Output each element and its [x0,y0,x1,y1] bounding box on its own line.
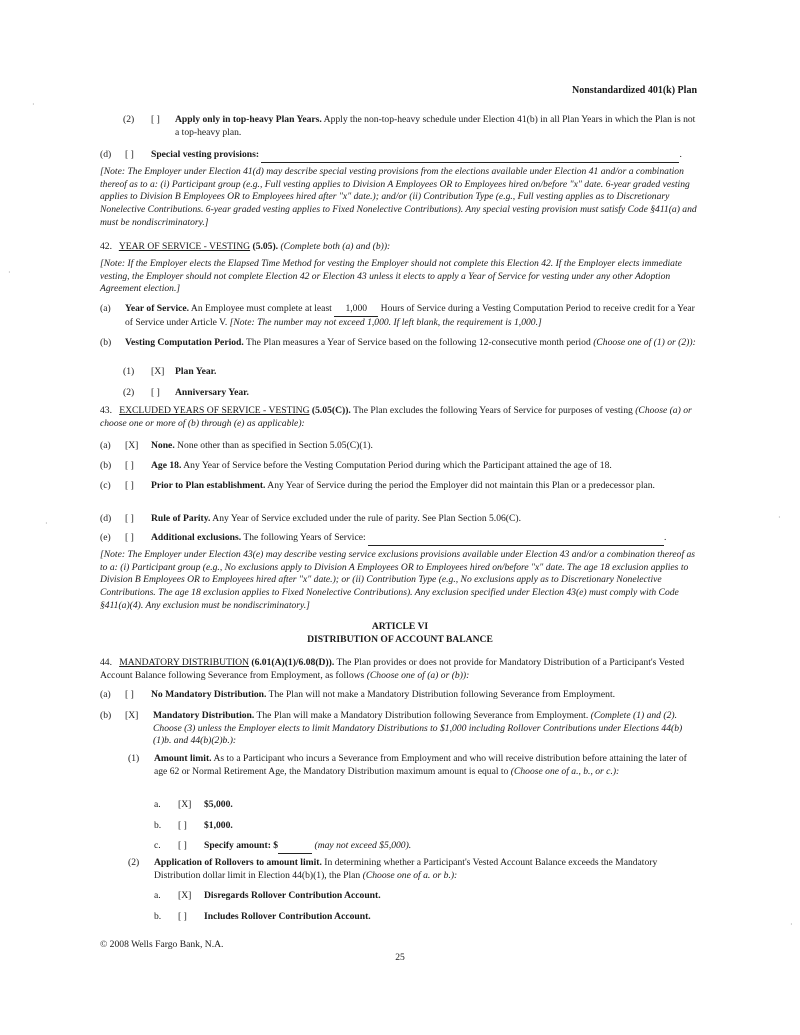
election-42b-option-2: (2) [ ] Anniversary Year. [123,387,249,398]
checkbox[interactable]: [ ] [125,532,134,543]
checkbox[interactable]: [ ] [125,149,134,160]
election-44b-1-option-b: b. [ ] $1,000. [154,820,233,831]
checkbox[interactable]: [ ] [151,114,160,125]
election-41d: (d) [ ] Special vesting provisions: . [100,149,700,163]
scan-artifact: · [32,100,35,109]
election-43e: (e) [ ] Additional exclusions. The following Years of Service: . [100,532,700,546]
checkbox[interactable]: [X] [151,366,165,377]
checkbox[interactable]: [ ] [178,840,187,851]
scan-artifact: · [8,268,11,277]
checkbox[interactable]: [ ] [125,460,134,471]
checkbox[interactable]: [ ] [151,387,160,398]
election-43c: (c) [ ] Prior to Plan establishment. Any Year of Service during the period the Employer did not maintain this Plan or a predecessor plan. [100,480,655,491]
scan-artifact: · [790,920,793,929]
checkbox[interactable]: [ ] [178,820,187,831]
election-43-heading: 43. EXCLUDED YEARS OF SERVICE - VESTING (5.05(C)). The Plan excludes the following Years of Service for purposes of vesting (Choose (a) or choose one or more of (b) through (e) as applicable): [100,405,692,429]
election-44b-1: (1) Amount limit. As to a Participant who incurs a Severance from Employment and who will receive distribution before attaining the later of age 62 or Normal Retirement Age, the Mandatory Distribution maximum amount is equal to (Choose one of a., b., or c.): [128,753,687,777]
election-44-heading: 44. MANDATORY DISTRIBUTION (6.01(A)(1)/6.08(D)). The Plan provides or does not provide for Mandatory Distribution of a Participant's Vested Account Balance following Severance from Employment, as follows (Choose one of (a) or (b)): [100,657,685,681]
amount-field[interactable] [278,840,312,854]
election-44b-2: (2) Application of Rollovers to amount limit. In determining whether a Participant's Vested Account Balance exceeds the Mandatory Distribution dollar limit in Election 44(b)(1), the Plan (Choose one of a. or b.): [128,857,658,881]
checkbox[interactable]: [X] [125,710,139,721]
election-44a: (a) [ ] No Mandatory Distribution. The Plan will not make a Mandatory Distribution following Severance from Employment. [100,689,616,700]
copyright-footer: © 2008 Wells Fargo Bank, N.A. [100,939,224,950]
checkbox[interactable]: [ ] [125,689,134,700]
election-43a: (a) [X] None. None other than as specified in Section 5.05(C)(1). [100,440,373,451]
election-43b: (b) [ ] Age 18. Any Year of Service before the Vesting Computation Period during which the Participant attained the age of 18. [100,460,612,471]
note-42: [Note: If the Employer elects the Elapsed Time Method for vesting the Employer should not complete this Election 42. If the Employer elects immediate vesting, the Employer should not complete Election 42 or Election 43 unless it elects to apply a Year of Service for vesting under any other Adoption Agreement election.] [100,258,682,295]
text-field[interactable] [261,149,679,163]
election-44b-2-option-a: a. [X] Disregards Rollover Contribution Account. [154,890,381,901]
scan-artifact: · [45,519,48,528]
checkbox[interactable]: [ ] [178,911,187,922]
election-44b-1-option-a: a. [X] $5,000. [154,799,233,810]
article-title: ARTICLE VI [371,621,429,632]
document-header: Nonstandardized 401(k) Plan [571,85,697,96]
article-subtitle: DISTRIBUTION OF ACCOUNT BALANCE [307,634,493,645]
election-42b-option-1: (1) [X] Plan Year. [123,366,217,377]
election-44b-2-option-b: b. [ ] Includes Rollover Contribution Account. [154,911,371,922]
election-42a: (a) Year of Service. An Employee must complete at least 1,000 Hours of Service during a Vesting Computation Period to receive credit for a Year of Service under Article V. [Note: The number may not exceed 1,000. If left blank, the requirement is 1,000.] [100,303,695,328]
checkbox[interactable]: [X] [125,440,139,451]
note-41d: [Note: The Employer under Election 41(d) may describe special vesting provisions from the elections available under Election 41 and/or a combination thereof as to a: (i) Participant group (e.g., Full vesting applies to Division A Employees OR to Employees hired on/before "x" date. 6-year graded vesting applies to Division B Employees OR to Employees hired after "x" date.); and/or (ii) Contribution Type (e.g., Full vesting applies as to Discretionary Nonelective Contributions. 6-year graded vesting applies to Fixed Nonelective Contributions). Any special vesting provision must satisfy Code §411(a) and must be nondiscriminatory.] [100,166,697,228]
election-43d: (d) [ ] Rule of Parity. Any Year of Service excluded under the rule of parity. See Plan Section 5.06(C). [100,513,521,524]
checkbox[interactable]: [ ] [125,513,134,524]
election-41c-option-2: (2) [ ] Apply only in top-heavy Plan Years. Apply the non-top-heavy schedule under Election 41(b) in all Plan Years in which the Plan is not a top-heavy plan. [123,114,696,138]
checkbox[interactable]: [X] [178,890,192,901]
election-42-heading: 42. YEAR OF SERVICE - VESTING (5.05). (Complete both (a) and (b)): [100,241,391,252]
scan-artifact: · [778,513,781,522]
checkbox[interactable]: [X] [178,799,192,810]
note-43e: [Note: The Employer under Election 43(e) may describe vesting service exclusions provisions available under Election 43 and/or a combination thereof as to a: (i) Participant group (e.g., No exclusions apply to Division A Employees OR to Employees hired on/before "x" date. The age 18 exclusion applies to Division B Employees OR to Employees hired after "x" date.); or (ii) Contribution Type (e.g., No exclusions apply as to Discretionary Nonelective Contributions. The age 18 exclusion applies to Fixed Nonelective Contributions). Any exclusion specified under Election 43(e) must comply with Code §411(a)(4). Any exclusion must be nondiscriminatory.] [100,549,696,611]
election-42b: (b) Vesting Computation Period. The Plan measures a Year of Service based on the following 12-consecutive month period (Choose one of (1) or (2)): [100,337,696,348]
election-44b: (b) [X] Mandatory Distribution. The Plan will make a Mandatory Distribution following Severance from Employment. (Complete (1) and (2). Choose (3) unless the Employer elects to limit Mandatory Distributions to $1,000 including Rollover Contributions under Elections 44(b)(1)b. and 44(b)(2)b.): [100,710,683,747]
election-44b-1-option-c: c. [ ] Specify amount: $ (may not exceed $5,000). [154,840,411,854]
checkbox[interactable]: [ ] [125,480,134,491]
hours-field[interactable]: 1,000 [334,303,378,317]
text-field[interactable] [368,532,664,546]
page-number: 25 [395,952,405,963]
